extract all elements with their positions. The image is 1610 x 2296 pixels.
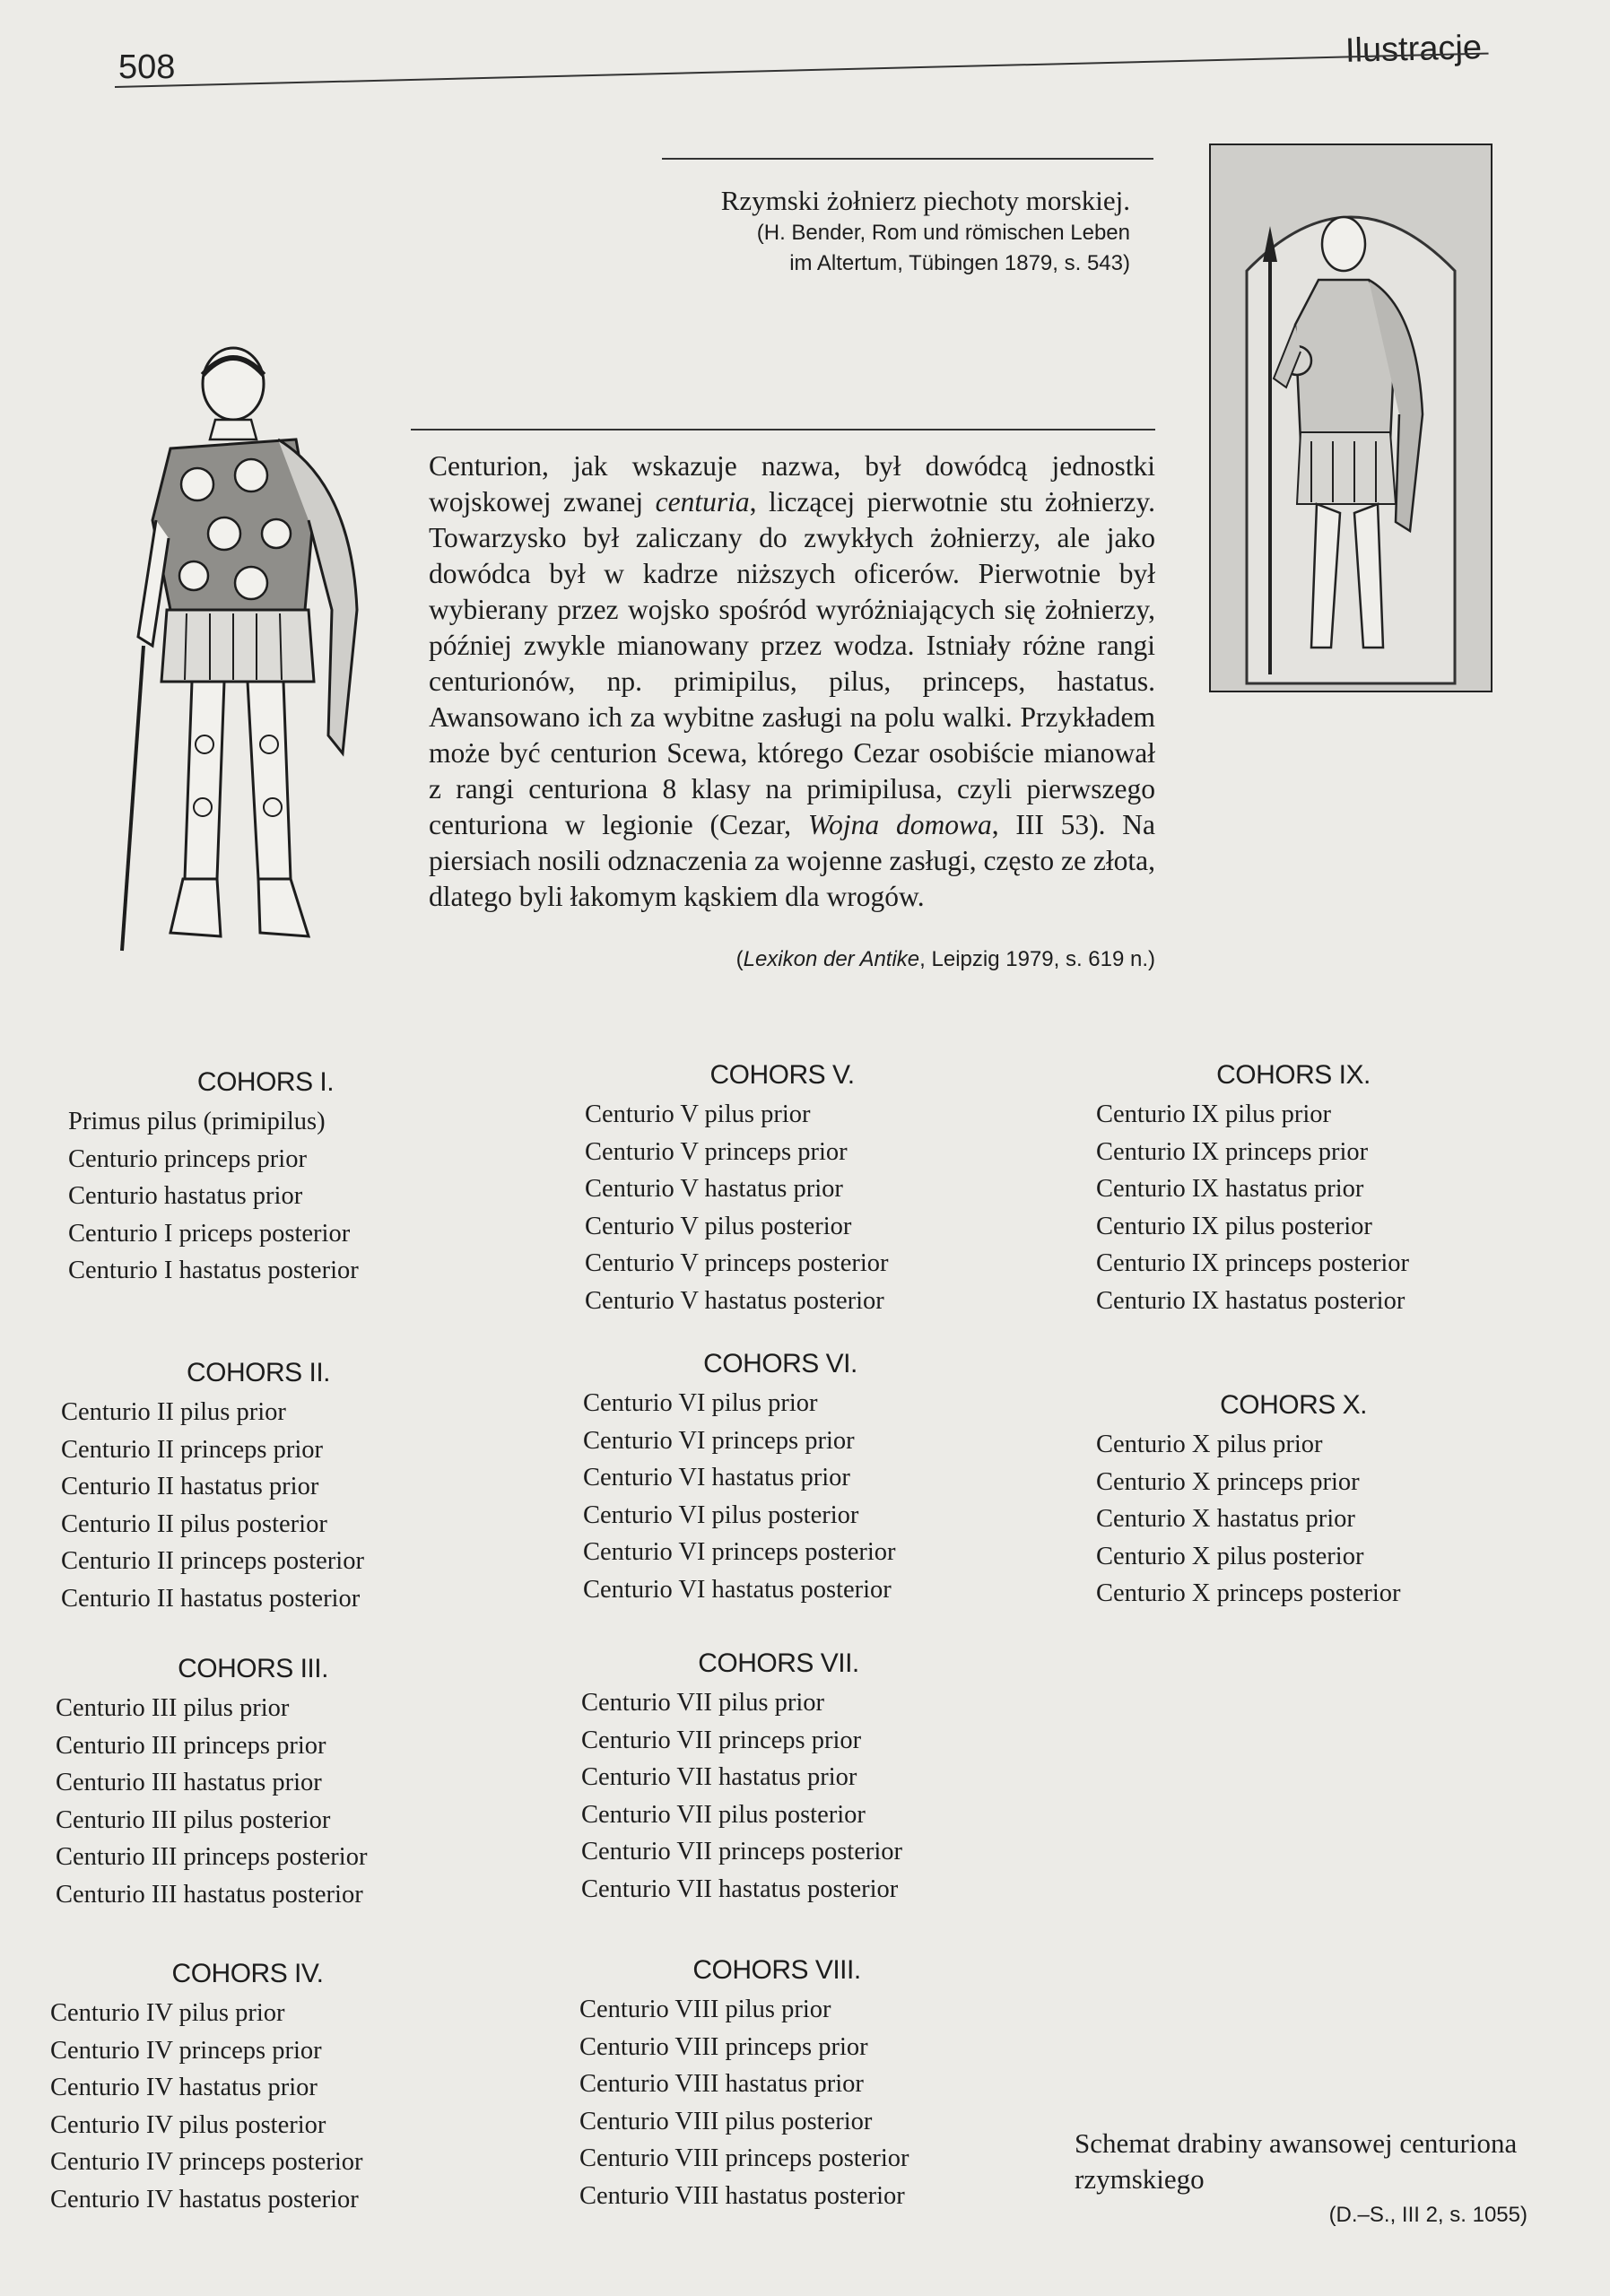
- marine-soldier-drawing: [1211, 145, 1491, 691]
- cohort-rank: Centurio VI princeps posterior: [583, 1538, 896, 1566]
- cohort-rank: Centurio X pilus prior: [1096, 1431, 1323, 1458]
- cohort-rank: Centurio VII hastatus posterior: [581, 1874, 899, 1903]
- cohort-rank: Centurio IX hastatus prior: [1096, 1175, 1364, 1203]
- text-top-rule: [411, 429, 1155, 430]
- source-rest: , Leipzig 1979, s. 619 n.): [919, 947, 1155, 971]
- cohort-rank: Centurio VIII princeps posterior: [579, 2144, 909, 2172]
- cohort-rank: Centurio X hastatus prior: [1096, 1505, 1355, 1533]
- centurion-figure: [117, 341, 386, 960]
- cohort-rank: Centurio IV pilus posterior: [50, 2110, 326, 2139]
- cohort-title: COHORS IV.: [171, 1959, 324, 1988]
- description-part-3: , III 53). Na piersiach nosili odznaczenia za wojenne zasługi, często ze złota, dlatego byli łakomym kąskiem dla wrogów.: [429, 809, 1155, 912]
- cohort-rank: Centurio III pilus prior: [56, 1694, 290, 1722]
- cohort-title: COHORS VI.: [703, 1349, 857, 1378]
- cohort-rank: Centurio V pilus prior: [585, 1100, 811, 1128]
- cohort-rank: Centurio VIII hastatus prior: [579, 2070, 864, 2098]
- scheme-caption-title: Schemat drabiny awansowej centuriona rzymskiego: [1075, 2127, 1518, 2195]
- cohort-list-3: [56, 1654, 450, 1913]
- cohort-rank: Centurio III pilus posterior: [56, 1805, 331, 1834]
- marine-caption: [628, 184, 1130, 279]
- cohort-title: COHORS V.: [709, 1060, 855, 1090]
- cohort-rank: Centurio VI princeps prior: [583, 1426, 855, 1455]
- description-part-2: , liczącej pierwotnie stu żołnierzy. Towarzysko był zaliczany do zwykłych żołnierzy, ale jako dowódca był w kadrze niższych oficerów. Pierwotnie był wybierany przez wojsko spośród wyróżniających się żołnierzy, później zwykle mianowany przez wodza. Istniały różne rangi centurionów, np. primipilus, pilus, princeps, hastatus. Awansowano ich za wybitne zasługi na polu walki. Przykładem może być centurion Scewa, którego Cezar osobiście mianował z rangi centuriona 8 klasy na primipilusa, czyli pierwszego centuriona w legionie (Cezar,: [429, 486, 1155, 840]
- term-centuria: centuria: [655, 486, 750, 517]
- cohort-rank: Centurio VII princeps posterior: [581, 1838, 903, 1866]
- cohort-rank: Centurio VI pilus prior: [583, 1389, 818, 1417]
- cohort-rank: Centurio IV hastatus posterior: [50, 2185, 359, 2213]
- cohort-rank: Centurio VIII princeps prior: [579, 2032, 868, 2061]
- cohort-list-10: [1096, 1390, 1491, 1613]
- cohort-title: COHORS IX.: [1216, 1060, 1371, 1090]
- cohort-rank: Centurio VIII pilus prior: [579, 1996, 831, 2023]
- cohort-rank: Centurio VII pilus posterior: [581, 1800, 866, 1829]
- cohort-rank: Centurio VIII hastatus posterior: [579, 2181, 905, 2210]
- cohort-rank: Centurio VI pilus posterior: [583, 1500, 859, 1529]
- centurion-description: [429, 448, 1155, 915]
- cohort-list-8: [579, 1955, 974, 2214]
- cohort-rank: Centurio VII princeps prior: [581, 1726, 862, 1754]
- cohort-title: COHORS II.: [186, 1358, 330, 1387]
- marine-caption-reference: [628, 218, 1130, 279]
- cohort-title: COHORS VIII.: [692, 1955, 861, 1985]
- cohort-title: COHORS VII.: [698, 1648, 859, 1678]
- cohort-list-1: [68, 1067, 463, 1290]
- cohort-rank: Centurio VI hastatus posterior: [583, 1575, 892, 1604]
- cohort-rank: Centurio VIII pilus posterior: [579, 2107, 873, 2135]
- caption-top-rule: [662, 158, 1153, 160]
- cohort-rank: Centurio V hastatus posterior: [585, 1286, 884, 1315]
- cohort-rank: Centurio II hastatus posterior: [61, 1584, 361, 1613]
- cohort-rank: Primus pilus (primipilus): [68, 1108, 326, 1135]
- cohort-rank: Centurio III hastatus prior: [56, 1769, 322, 1796]
- cohort-rank: Centurio V pilus posterior: [585, 1212, 852, 1240]
- cohort-rank: Centurio I hastatus posterior: [68, 1257, 359, 1284]
- cohort-rank: Centurio VI hastatus prior: [583, 1464, 850, 1492]
- scheme-caption: [1075, 2126, 1527, 2233]
- cohort-rank: Centurio IV hastatus prior: [50, 2074, 318, 2101]
- header-rule: [115, 53, 1489, 88]
- description-source: (Lexikon der Antike, Leipzig 1979, s. 619 n.): [735, 947, 1155, 971]
- marine-caption-ref-line2: im Altertum, Tübingen 1879, s. 543): [789, 251, 1130, 275]
- description-part-1: Centurion, jak wskazuje nazwa, był dowódcą jednostki wojskowej zwanej: [429, 450, 1155, 517]
- cohort-rank: Centurio IV princeps posterior: [50, 2148, 363, 2176]
- marine-soldier-relief-image: [1209, 144, 1493, 692]
- cohort-rank: Centurio II princeps prior: [61, 1435, 324, 1464]
- cohort-rank: Centurio III hastatus posterior: [56, 1880, 363, 1909]
- cohort-rank: Centurio IX pilus posterior: [1096, 1212, 1372, 1240]
- scheme-caption-reference: (D.–S., III 2, s. 1055): [1328, 2203, 1527, 2227]
- cohort-rank: Centurio IV pilus prior: [50, 1999, 285, 2027]
- marine-caption-ref-line1: (H. Bender, Rom und römischen Leben: [756, 221, 1130, 245]
- cohort-rank: Centurio V princeps posterior: [585, 1249, 889, 1277]
- cohort-rank: Centurio princeps prior: [68, 1144, 307, 1173]
- cohort-rank: Centurio III princeps posterior: [56, 1843, 368, 1871]
- cohort-rank: Centurio IX hastatus posterior: [1096, 1286, 1405, 1315]
- cohort-rank: Centurio VII pilus prior: [581, 1689, 824, 1717]
- cohort-rank: Centurio IX pilus prior: [1096, 1100, 1332, 1128]
- cohort-title: COHORS I.: [196, 1067, 335, 1097]
- cohort-list-9: [1096, 1060, 1491, 1319]
- cohort-rank: Centurio hastatus prior: [68, 1182, 303, 1210]
- book-title: Wojna domowa: [807, 809, 992, 840]
- cohort-list-2: [61, 1358, 456, 1617]
- cohort-rank: Centurio X princeps prior: [1096, 1467, 1360, 1496]
- cohort-list-5: [585, 1060, 979, 1319]
- cohort-list-6: [583, 1349, 978, 1608]
- cohort-title: COHORS III.: [178, 1654, 328, 1683]
- cohort-list-7: [581, 1648, 976, 1908]
- cohort-title: COHORS X.: [1220, 1390, 1367, 1420]
- cohort-rank: Centurio II pilus posterior: [61, 1509, 327, 1538]
- cohort-rank: Centurio X princeps posterior: [1096, 1579, 1401, 1607]
- page-number: 508: [118, 48, 176, 86]
- cohort-rank: Centurio X pilus posterior: [1096, 1542, 1364, 1570]
- cohort-rank: Centurio II pilus prior: [61, 1398, 286, 1426]
- running-head: Ilustracje: [1345, 29, 1483, 70]
- cohort-rank: Centurio I priceps posterior: [68, 1219, 351, 1248]
- cohort-rank: Centurio II hastatus prior: [61, 1473, 319, 1500]
- cohort-list-4: [50, 1959, 445, 2218]
- cohort-rank: Centurio IX princeps posterior: [1096, 1249, 1410, 1277]
- marine-caption-title: Rzymski żołnierz piechoty morskiej.: [720, 185, 1130, 216]
- source-title: Lexikon der Antike: [743, 947, 920, 971]
- cohort-rank: Centurio V hastatus prior: [585, 1175, 843, 1203]
- centurion-drawing: [117, 341, 386, 960]
- cohort-rank: Centurio II princeps posterior: [61, 1547, 364, 1575]
- cohort-rank: Centurio VII hastatus prior: [581, 1763, 857, 1791]
- cohort-rank: Centurio III princeps prior: [56, 1731, 326, 1760]
- cohort-rank: Centurio IX princeps prior: [1096, 1137, 1369, 1166]
- cohort-rank: Centurio V princeps prior: [585, 1137, 848, 1166]
- cohort-rank: Centurio IV princeps prior: [50, 2036, 322, 2065]
